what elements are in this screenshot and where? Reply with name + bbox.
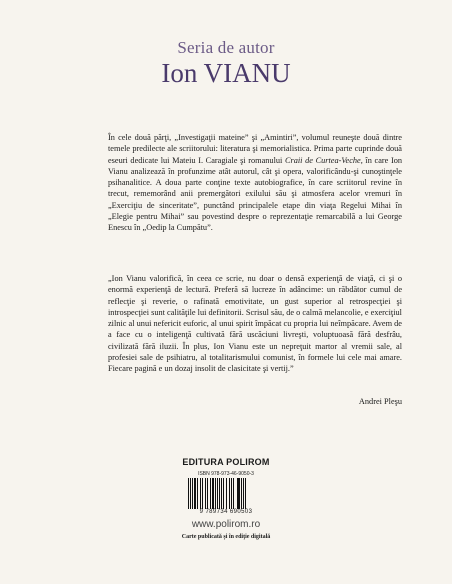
description-text-1: În cele două părţi, „Investigaţii mateine” şi „Amintiri”, volumul reuneşte două dintre temele predilecte ale scriitorului: literatura şi memorialistica. Prima parte cuprinde două eseuri dedicate lui Mateiu I. Caragiale şi romanului bbox=[108, 133, 402, 165]
series-title: Seria de autor bbox=[177, 38, 275, 57]
publisher-name: EDITURA POLIROM bbox=[182, 457, 270, 467]
website-link[interactable]: www.polirom.ro bbox=[191, 519, 261, 530]
barcode bbox=[182, 478, 270, 517]
isbn-text: ISBN 978-973-46-9050-3 bbox=[198, 471, 254, 477]
barcode-bar bbox=[245, 478, 246, 509]
quote-paragraph: „Ion Vianu valorifică, în ceea ce scrie, nu doar o densă experienţă de viaţă, ci şi o enormă experienţă de lectură. Preferă să lucreze în adâncime: un răbdător cumul de reflecţie şi reverie, o rafinată emotivitate, un gust superior al retrospecţiei şi introspecţiei sunt calităţile lui definitorii. Scrisul său, de o calmă melancolie, e exerciţiul zilnic al unui nefericit euforic, al unui spirit împăcat cu propria lui neîmpăcare. Avem de a face cu o inteligenţă cultivată fără uscăciuni livreşti, voluptuoasă fără desfrâu, civilizată fără iluzii. În plus, Ion Vianu este un nepreţuit martor al vremii sale, al profesiei sale de psihiatru, al totalitarismului comunist, în formele lui cele mai amare. Fiecare pagină e un dozaj insolit de clasicitate şi vertij.” bbox=[108, 274, 402, 374]
barcode-number: 9 789734 690503 bbox=[199, 509, 253, 515]
barcode-bars bbox=[188, 478, 268, 509]
author-name: Ion VIANU bbox=[161, 58, 291, 88]
edition-note: Carte publicată şi în ediţie digitală bbox=[181, 534, 271, 540]
novel-title: Craii de Curtea-Veche bbox=[284, 155, 361, 165]
description-paragraph bbox=[108, 132, 402, 234]
description-text-2: , în care Ion Vianu analizează în profunzime atât autorul, cât şi opera, valorificându-şi cunoştinţele psihanalitice. A doua parte conţine texte autobiografice, în care scriitorul revine în trecut, rememorând anii premergători exilului său şi atmosfera acelor vremuri în „Exerciţiu de sinceritate”, punctând principalele etape din viaţa Regelui Mihai în „Elegie pentru Mihai” sau povestind despre o reprezentaţie remarcabilă a lui George Enescu în „Oedip la Cumpătu”. bbox=[108, 155, 403, 233]
quote-signature: Andrei Pleşu bbox=[358, 397, 402, 406]
